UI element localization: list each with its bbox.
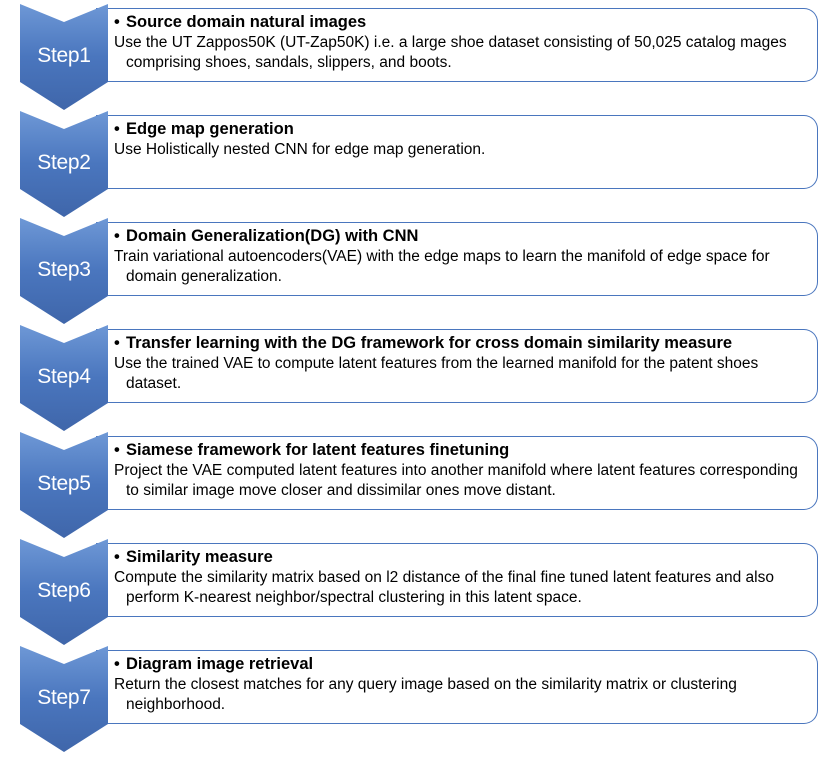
step-title: Similarity measure [126,548,273,566]
step-label: Step2 [37,151,91,174]
step-description: Use Holistically nested CNN for edge map generation. [114,141,486,158]
bullet-icon: • [114,120,120,138]
step-description: Use the UT Zappos50K (UT-Zap50K) i.e. a large shoe dataset consisting of 50,025 catalog mages comprising shoes, sandals, slippers, and boots. [114,34,787,71]
step-title: Source domain natural images [126,13,367,31]
step-label: Step7 [37,686,91,709]
step-label: Step3 [37,258,91,281]
bullet-icon: • [114,334,120,352]
bullet-icon: • [114,227,120,245]
step-box-1 [96,8,818,82]
step-chevron-4 [20,325,108,431]
step-title: Siamese framework for latent features finetuning [126,441,510,459]
step-chevron-7 [20,646,108,752]
step-title-row [114,547,817,567]
step-description: Compute the similarity matrix based on l2 distance of the final fine tuned latent features and also perform K-nearest neighbor/spectral clustering in this latent space. [114,569,774,606]
step-title-row [114,440,817,460]
step-chevron-5 [20,432,108,538]
step-description: Use the trained VAE to compute latent features from the learned manifold for the patent shoes dataset. [114,355,759,392]
step-description: Return the closest matches for any query image based on the similarity matrix or clustering neighborhood. [114,676,737,713]
step-description: Train variational autoencoders(VAE) with the edge maps to learn the manifold of edge space for domain generalization. [114,248,770,285]
step-box-7 [96,650,818,724]
step-title: Edge map generation [126,120,294,138]
bullet-icon: • [114,655,120,673]
step-title-row [114,12,817,32]
step-title-row [114,654,817,674]
step-box-3 [96,222,818,296]
step-label: Step1 [37,44,91,67]
step-title: Transfer learning with the DG framework for cross domain similarity measure [126,334,733,352]
step-label: Step4 [37,365,91,388]
bullet-icon: • [114,548,120,566]
step-chevron-1 [20,4,108,110]
step-box-5 [96,436,818,510]
step-title-row [114,226,817,246]
step-label: Step6 [37,579,91,602]
step-label: Step5 [37,472,91,495]
step-title-row [114,119,817,139]
bullet-icon: • [114,441,120,459]
step-box-6 [96,543,818,617]
step-title: Domain Generalization(DG) with CNN [126,227,419,245]
step-chevron-2 [20,111,108,217]
bullet-icon: • [114,13,120,31]
step-chevron-3 [20,218,108,324]
step-box-2 [96,115,818,189]
step-title-row [114,333,817,353]
step-box-4 [96,329,818,403]
step-title: Diagram image retrieval [126,655,314,673]
step-description: Project the VAE computed latent features into another manifold where latent features corresponding to similar image move closer and dissimilar ones move distant. [114,462,798,499]
step-chevron-6 [20,539,108,645]
